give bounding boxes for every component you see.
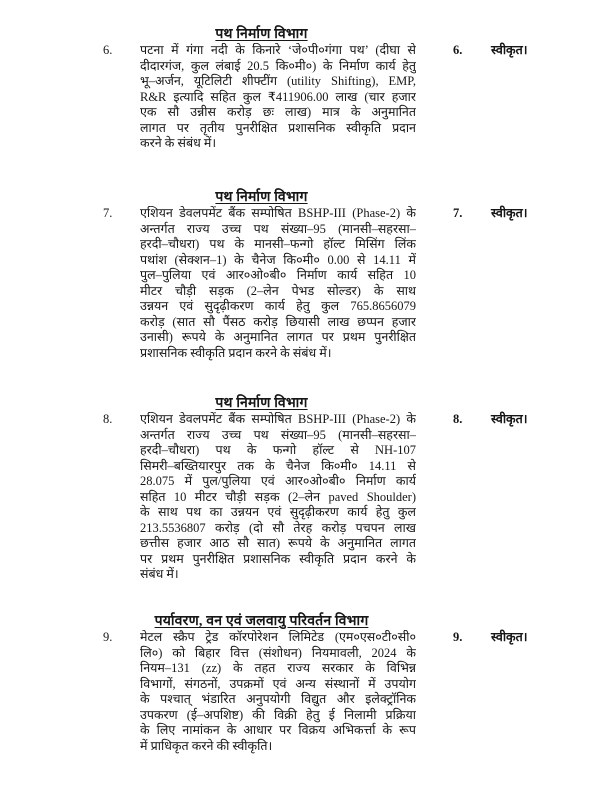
paragraph-line: एशियन डेवलपमेंट बैंक सम्पोषित BSHP-III (Phase-2) के (140, 206, 416, 220)
item-number: 9. (103, 630, 113, 644)
paragraph-line: में प्राधिकृत करने की स्वीकृति। (140, 738, 273, 753)
paragraph-line: प्रशासनिक स्वीकृति प्रदान करने के संबंध में। (140, 345, 332, 360)
paragraph-line: पुल–पुलिया एवं आर०ओ०बी० निर्माण कार्य सहित 10 (140, 268, 416, 282)
paragraph-line: उनासी) रूपये के अनुमानित लागत पर प्रथम पुनरीक्षित (140, 330, 416, 344)
item-number: 6. (103, 43, 113, 57)
decision-number: 7. (453, 206, 463, 220)
item-paragraph (140, 630, 416, 754)
paragraph-line: पटना में गंगा नदी के किनारे ‘जे०पी०गंगा पथ’ (दीघा से (140, 43, 416, 57)
paragraph-line: विभागों, संगठनों, उपक्रमों एवं अन्य संस्थानों में उपयोग (140, 676, 416, 691)
paragraph-line: पथांश (सेक्शन–1) के चैनेज कि०मी० 0.00 से 14.11 में (140, 252, 416, 267)
item-paragraph (140, 206, 416, 361)
paragraph-line: मीटर चौड़ी सड़क (2–लेन पेभड सोल्डर) के साथ (140, 283, 416, 298)
section-heading: पथ निर्माण विभाग (215, 190, 308, 205)
section-heading: पथ निर्माण विभाग (215, 27, 308, 42)
paragraph-line: हरदी–चौधरा) पथ के मानसी–फन्गो हॉल्ट मिसिंग लिंक (140, 237, 416, 251)
decision-status: स्वीकृत। (491, 630, 528, 644)
paragraph-line: पर प्रथम पुनरीक्षित प्रशासनिक स्वीकृति प्रदान करने के (140, 551, 416, 566)
paragraph-line: लि०) को बिहार वित्त (संशोधन) नियमावली, 2024 के (140, 645, 416, 660)
paragraph-line: के साथ पथ का उन्नयन एवं सुदृढ़ीकरण कार्य हेतु कुल (140, 505, 416, 519)
paragraph-line: उन्नयन एवं सुदृढ़ीकरण कार्य हेतु कुल 765.8656079 (140, 299, 416, 313)
paragraph-line: 213.5536807 करोड़ (दो सौ तेरह करोड़ पचपन लाख (140, 520, 416, 535)
paragraph-line: नियम–131 (zz) के तहत राज्य सरकार के विभिन्न (140, 661, 416, 675)
decision-number: 8. (453, 412, 463, 426)
section-heading: पर्यावरण, वन एवं जलवायु परिवर्तन विभाग (154, 614, 369, 629)
paragraph-line: संबंध में। (140, 567, 179, 581)
paragraph-line: के पश्चात् भंडारित अनुपयोगी विद्युत और इलेक्ट्रॉनिक (140, 692, 416, 706)
paragraph-line: भू–अर्जन, यूटिलिटी शीफ्टींग (utility Shifting), EMP, (140, 74, 416, 88)
paragraph-line: 28.075 में पुल/पुलिया एवं आर०ओ०बी० निर्माण कार्य (140, 474, 416, 488)
paragraph-line: अन्तर्गत राज्य उच्च पथ संख्या–95 (मानसी–सहरसा– (140, 221, 416, 236)
paragraph-line: लागत पर तृतीय पुनरीक्षित प्रशासनिक स्वीकृति प्रदान (140, 120, 416, 135)
paragraph-line: छत्तीस हजार आठ सौ सात) रूपये के अनुमानित लागत (140, 536, 416, 550)
decision-number: 9. (453, 630, 463, 644)
decision-number: 6. (453, 43, 463, 57)
paragraph-line: हरदी–चौधरा) पथ के फन्गो हॉल्ट से NH-107 (140, 443, 416, 457)
paragraph-line: दीदारगंज, कुल लंबाई 20.5 कि०मी०) के निर्माण कार्य हेतु (140, 58, 416, 73)
paragraph-line: के लिए नामांकन के आधार पर विक्रय अभिकर्त्ता के रूप (140, 723, 416, 737)
paragraph-line: सहित 10 मीटर चौड़ी सड़क (2–लेन paved Shoulder) (140, 489, 416, 504)
paragraph-line: एक सौ उन्नीस करोड़ छः लाख) मात्र के अनुमानित (140, 105, 416, 119)
section-heading: पथ निर्माण विभाग (215, 396, 308, 411)
item-paragraph (140, 43, 416, 152)
item-number: 8. (103, 412, 113, 426)
paragraph-line: R&R इत्यादि सहित कुल ₹411906.00 लाख (चार हजार (140, 89, 416, 104)
paragraph-line: करने के संबंध में। (140, 136, 217, 150)
paragraph-line: उपकरण (ई–अपशिष्ट) की विक्री हेतु ई निलामी प्रक्रिया (140, 707, 416, 722)
decision-status: स्वीकृत। (491, 412, 528, 426)
paragraph-line: करोड़ (सात सौ पैंसठ करोड़ छियासी लाख छप्पन हजार (140, 314, 416, 329)
paragraph-line: मेटल स्क्रैप ट्रेड कॉरपोरेशन लिमिटेड (एम०एस०टी०सी० (140, 630, 416, 644)
paragraph-line: अन्तर्गत राज्य उच्च पथ संख्या–95 (मानसी–सहरसा– (140, 427, 416, 442)
paragraph-line: एशियन डेवलपमेंट बैंक सम्पोषित BSHP-III (Phase-2) के (140, 412, 416, 426)
decision-status: स्वीकृत। (491, 43, 528, 57)
item-number: 7. (103, 206, 113, 220)
paragraph-line: सिमरी–बख्तियारपुर तक के चैनेज कि०मी० 14.11 से (140, 458, 416, 473)
item-paragraph (140, 412, 416, 583)
decision-status: स्वीकृत। (491, 206, 528, 220)
